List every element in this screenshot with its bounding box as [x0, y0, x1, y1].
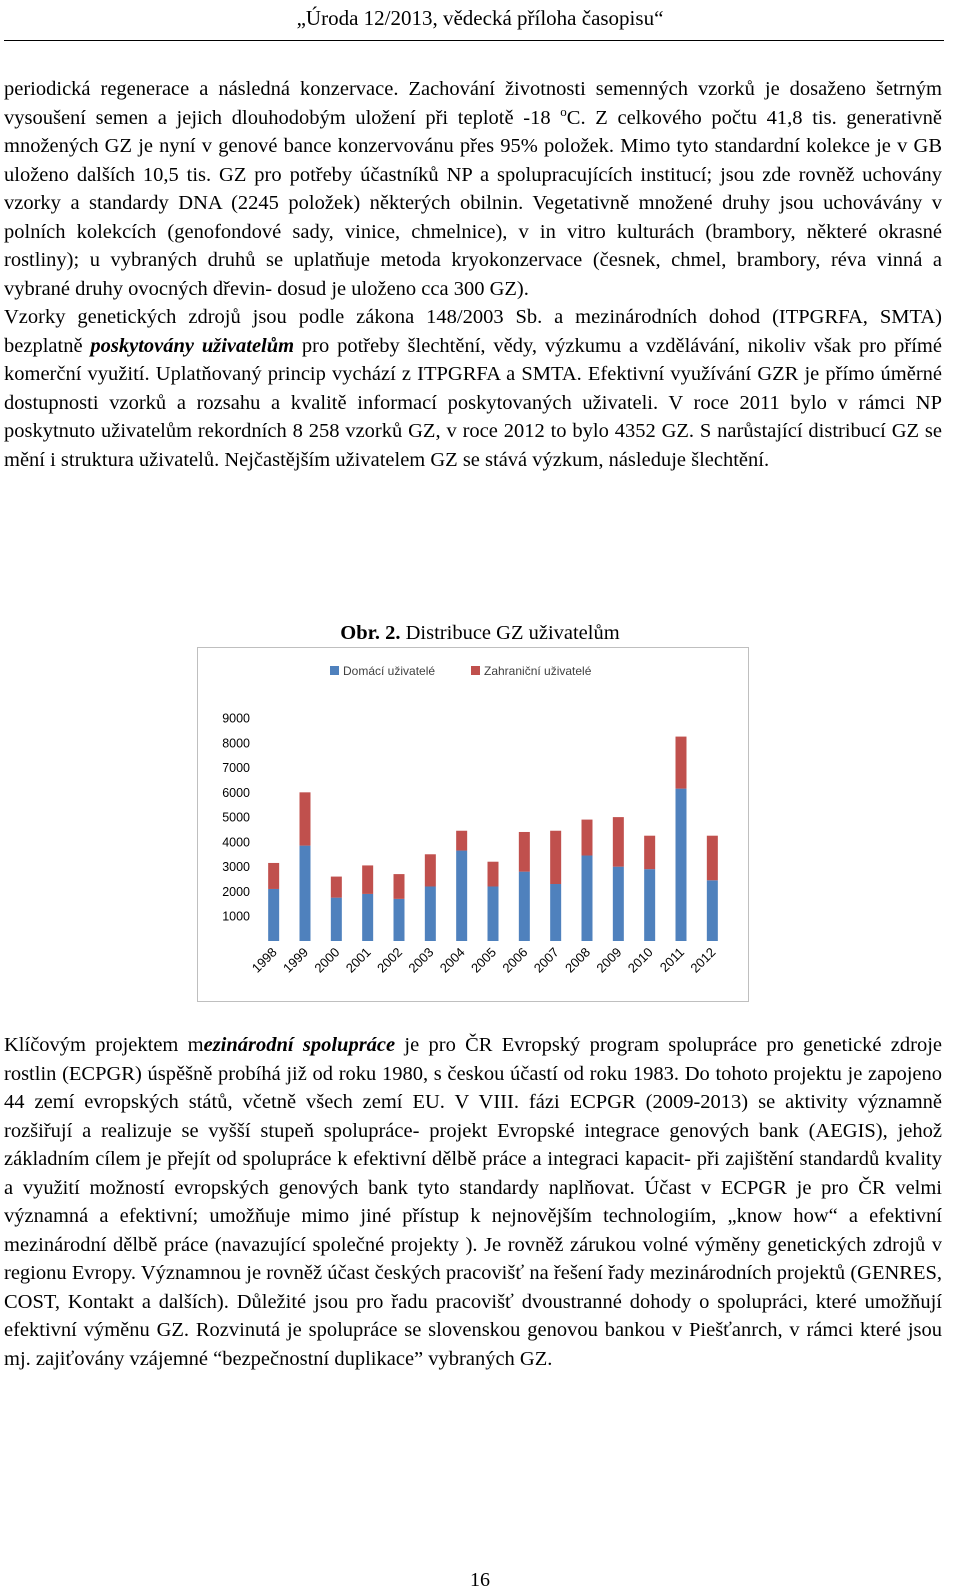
bar-domestic-2007 [550, 884, 561, 941]
distribution-chart [197, 647, 749, 1002]
bar-domestic-2002 [394, 899, 405, 941]
bar-domestic-1999 [300, 846, 311, 941]
legend-label-2: Zahraniční uživatelé [484, 664, 592, 678]
bar-foreign-1998 [268, 863, 279, 889]
y-tick-label: 2000 [222, 884, 250, 899]
paragraph-2-text-a: Klíčovým projektem m [4, 1034, 204, 1056]
x-tick-label: 2012 [687, 944, 719, 976]
bar-foreign-2002 [394, 874, 405, 899]
bar-foreign-2012 [707, 836, 718, 881]
x-tick-label: 2011 [656, 944, 688, 975]
paragraph-1-text-d: pro potřeby šlechtění, vědy, výzkumu a vzdělávání, nikoliv však pro přímé komerční využití. Uplatňovaný princip vychází z ITPGRFA a SMTA. Efektivní využívání GZR je přímo úměrné dostupnosti vzorků a rozsahu a kvalitě informací poskytovaných uživateli. V roce 2011 bylo v rámci NP poskytnuto uživatelům rekordních 8 258 vzorků GZ, v roce 2012 to bylo 4352 GZ. S narůstající distribucí GZ se mění i struktura uživatelů. Nejčastějším uživatelem GZ se stává výzkum, následuje šlechtění. [4, 334, 942, 471]
journal-header: „Úroda 12/2013, vědecká příloha časopisu“ [296, 6, 664, 30]
y-tick-label: 8000 [222, 736, 250, 751]
bar-foreign-1999 [300, 792, 311, 845]
degree-superscript: o [560, 103, 567, 119]
x-tick-label: 2002 [374, 944, 406, 976]
bar-foreign-2001 [362, 865, 373, 893]
x-tick-label: 2000 [311, 944, 343, 976]
chart-canvas [198, 648, 750, 1003]
x-tick-label: 2009 [593, 944, 625, 976]
bar-domestic-2004 [456, 851, 467, 941]
bar-foreign-2010 [644, 836, 655, 869]
y-tick-label: 7000 [222, 761, 250, 776]
x-tick-label: 2008 [562, 944, 594, 976]
bar-foreign-2004 [456, 831, 467, 851]
y-tick-label: 3000 [222, 860, 250, 875]
paragraph-1-text-b: C. Z celkového počtu 41,8 tis. generativně množených GZ je nyní v genové bance konzervovánu přes 95% položek. Mimo tyto standardní kolekce je v GB uloženo dalších 10,5 tis. GZ pro potřeby účastníků NP a spolupracujících institucí; jsou zde rovněž uchovány vzorky a standardy DNA (2245 položek) některých obilnin. Vegetativně množené druhy jsou uchovávány v polních kolekcích (genofondové sady, vinice, chmelnice), v in vitro kulturách (brambory, některé okrasné rostliny); u vybraných druhů se uplatňuje metoda kryokonzervace (česnek, chmel, brambory, réva vinná a vybrané druhy ovocných dřevin- dosud je uloženo cca 300 GZ). [4, 106, 942, 300]
x-tick-label: 2010 [624, 944, 656, 976]
paragraph-2-text-b: je pro ČR Evropský program spolupráce pro genetické zdroje rostlin (ECPGR) úspěšně probíhá již od roku 1980, s českou účastí od roku 1983. Do tohoto projektu je zapojeno 44 zemí evropských států, včetně všech zemí EU. V VIII. fázi ECPGR (2009-2013) se aktivity významně rozšiřují a realizuje se vyšší stupeň spolupráce- projekt Evropské integrace genových bank (AEGIS), jehož základním cílem je přejít od spolupráce k efektivní dělbě práce a integraci kapacit- při zajištění standardů kvality a využití možností evropských genových bank tyto standardy naplňovat. Účast v ECPGR je pro ČR velmi významná a efektivní; umožňuje mimo jiné přístup k nejnovějším technologiím, „know how“ a efektivní mezinárodní dělbě práce (navazující společné projekty ). Je rovněž zárukou volné výměny genetických zdrojů v regionu Evropy. Významnou je rovněž účast českých pracovišť na řešení řady mezinárodních projektů (GENRES, COST, Kontakt a dalších). Důležité jsou pro řadu pracovišť dvoustranné dohody o spolupráci, které umožňují efektivní výměnu GZ. Rozvinutá je spolupráce se slovenskou genovou bankou v Piešťanrch, v rámci které jsou mj. zajiťovány vzájemné “bezpečnostní duplikace” vybraných GZ. [4, 1034, 943, 1370]
bar-domestic-2001 [362, 894, 373, 941]
bar-domestic-2008 [582, 856, 593, 941]
emphasis-international-cooperation: ezinárodní spolupráce [203, 1034, 396, 1056]
legend-swatch-1 [330, 666, 339, 675]
x-tick-label: 1998 [248, 944, 280, 976]
bar-foreign-2003 [425, 854, 436, 886]
paragraph-1-text-c: Vzorky genetických zdrojů jsou podle zákona 148/2003 Sb. a mezinárodních dohod (ITPGRFA, SMTA) bezplatně [4, 306, 942, 357]
bar-domestic-1998 [268, 889, 279, 941]
bar-foreign-2000 [331, 877, 342, 898]
y-tick-label: 9000 [222, 711, 250, 726]
paragraph-1-text-a: periodická regenerace a následná konzervace. Zachování životnosti semenných vzorků je dosaženo šetrným vysoušení semen a jejich dlouhodobým uložení při teplotě -18 [4, 78, 942, 129]
x-tick-label: 1999 [280, 944, 312, 976]
emphasis-users: poskytovány uživatelům [90, 334, 295, 357]
bar-domestic-2005 [488, 886, 499, 941]
y-tick-label: 4000 [222, 835, 250, 850]
bar-domestic-2009 [613, 867, 624, 941]
bar-domestic-2003 [425, 886, 436, 941]
bar-foreign-2009 [613, 817, 624, 867]
paragraph-2 [4, 1031, 942, 1373]
x-tick-label: 2003 [405, 944, 437, 976]
bar-foreign-2006 [519, 832, 530, 872]
header-divider [4, 40, 944, 41]
x-tick-label: 2004 [436, 944, 468, 976]
y-tick-label: 5000 [222, 810, 250, 825]
y-tick-label: 6000 [222, 785, 250, 800]
bar-foreign-2011 [676, 737, 687, 789]
legend-swatch-2 [471, 666, 480, 675]
y-tick-label: 1000 [222, 909, 250, 924]
bar-domestic-2012 [707, 880, 718, 941]
x-tick-label: 2006 [499, 944, 531, 976]
bar-domestic-2000 [331, 898, 342, 941]
figure-title: Distribuce GZ uživatelům [400, 622, 620, 644]
bar-foreign-2008 [582, 820, 593, 856]
x-tick-label: 2005 [468, 944, 500, 976]
bar-domestic-2011 [676, 789, 687, 941]
bar-foreign-2007 [550, 831, 561, 884]
paragraph-1 [4, 75, 942, 474]
bar-domestic-2010 [644, 869, 655, 941]
bar-foreign-2005 [488, 862, 499, 887]
x-tick-label: 2001 [342, 944, 374, 976]
page-number: 16 [470, 1569, 490, 1591]
x-tick-label: 2007 [530, 944, 562, 976]
legend-label-1: Domácí uživatelé [343, 664, 436, 678]
figure-label: Obr. 2. [340, 622, 401, 644]
figure-caption [0, 620, 960, 646]
bar-domestic-2006 [519, 872, 530, 941]
